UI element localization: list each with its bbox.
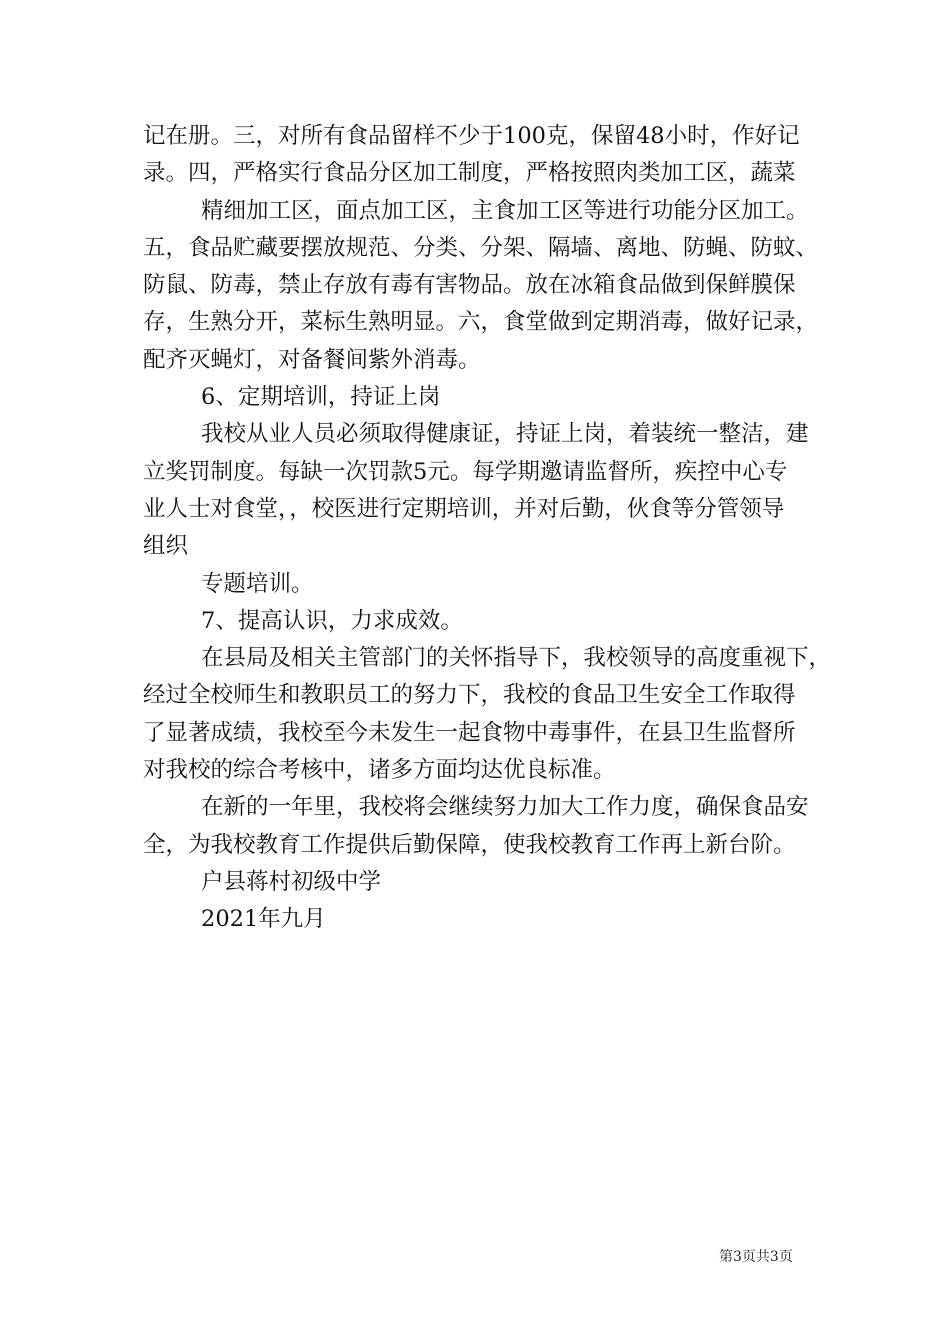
section-heading: 7、提高认识，力求成效。 (201, 607, 463, 634)
text-line: 立奖罚制度。每缺一次罚款5元。每学期邀请监督所，疾控中心专 (143, 458, 788, 485)
document-body (143, 118, 832, 939)
section-heading: 6、定期培训，持证上岗 (201, 384, 441, 411)
text-line: 五，食品贮藏要摆放规范、分类、分架、隔墙、离地、防蝇、防蚊、 (143, 234, 819, 261)
signature-organization: 户县蒋村初级中学 (201, 868, 382, 895)
text-line: 录。四，严格实行食品分区加工制度，严格按照肉类加工区，蔬菜 (143, 160, 796, 187)
text-line: 精细加工区，面点加工区，主食加工区等进行功能分区加工。 (201, 197, 809, 224)
page-number: 第3页共3页 (719, 1249, 793, 1265)
text-line: 了显著成绩，我校至今未发生一起食物中毒事件，在县卫生监督所 (143, 719, 796, 746)
text-line: 全，为我校教育工作提供后勤保障，使我校教育工作再上新台阶。 (143, 831, 796, 858)
text-line: 记在册。三，对所有食品留样不少于100克，保留48小时，作好记 (143, 123, 800, 149)
signature-date: 2021年九月 (201, 906, 326, 933)
text-line: 业人士对食堂，，校医进行定期培训，并对后勤，伙食等分管领导 (143, 495, 785, 522)
text-line: 防鼠、防毒，禁止存放有毒有害物品。放在冰箱食品做到保鲜膜保 (143, 272, 796, 299)
text-line: 在新的一年里，我校将会继续努力加大工作力度，确保食品安 (201, 794, 809, 821)
text-line: 对我校的综合考核中，诸多方面均达优良标准。 (143, 757, 616, 784)
text-line: 组织 (143, 533, 189, 560)
text-line: 专题培训。 (201, 570, 314, 597)
text-line: 在县局及相关主管部门的关怀指导下，我校领导的高度重视下， (201, 645, 832, 672)
text-line: 我校从业人员必须取得健康证，持证上岗，着装统一整洁，建 (201, 421, 809, 448)
text-line: 配齐灭蝇灯，对备餐间紫外消毒。 (143, 346, 481, 373)
text-line: 存，生熟分开，菜标生熟明显。六，食堂做到定期消毒，做好记录， (143, 309, 819, 336)
text-line: 经过全校师生和教职员工的努力下，我校的食品卫生安全工作取得 (143, 682, 796, 709)
